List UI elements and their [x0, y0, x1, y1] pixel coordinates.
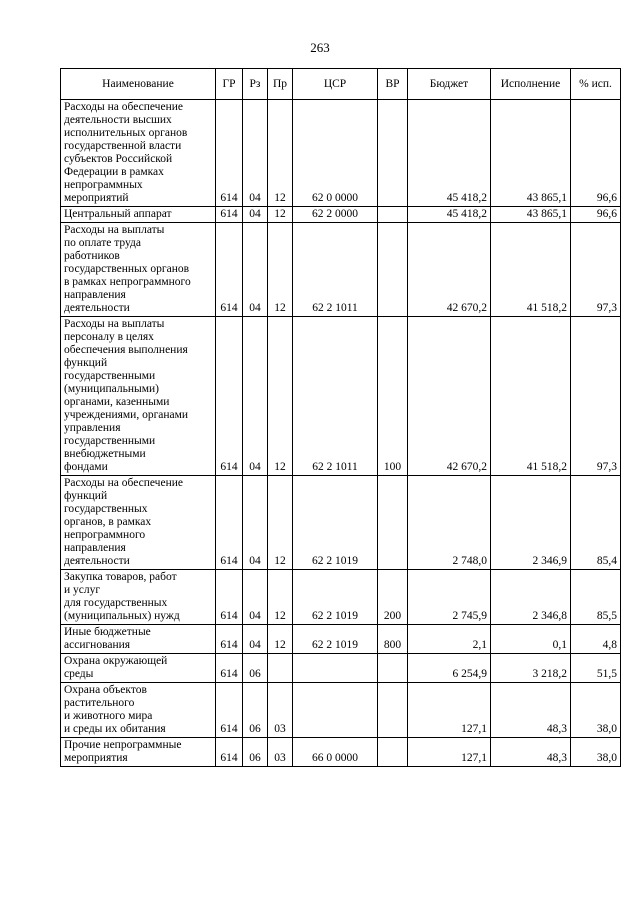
budget-execution-table: [60, 68, 621, 767]
cell-execution: 41 518,2: [491, 223, 571, 317]
cell-rz: 04: [243, 317, 268, 476]
cell-execution: 48,3: [491, 738, 571, 767]
cell-percent: 97,3: [571, 317, 621, 476]
cell-gr: 614: [216, 570, 243, 625]
cell-budget: 6 254,9: [408, 654, 491, 683]
cell-budget: 2 748,0: [408, 476, 491, 570]
cell-csr: 62 2 1019: [293, 570, 378, 625]
row-name-cell: [61, 738, 216, 767]
cell-percent: 97,3: [571, 223, 621, 317]
cell-csr: 62 2 1011: [293, 223, 378, 317]
cell-pr: 12: [268, 100, 293, 207]
cell-rz: 04: [243, 476, 268, 570]
cell-gr: 614: [216, 317, 243, 476]
row-name: Центральный аппарат: [64, 208, 172, 220]
table-body: [61, 100, 621, 767]
row-name: Расходы на выплаты персоналу в целях обеспечения выполнения функций государственными (муниципальными) органами, казенными учреждениями, органами управления государственными внебюджетными фондами: [64, 318, 189, 473]
cell-vr: [378, 100, 408, 207]
table-row: [61, 683, 621, 738]
cell-execution: 41 518,2: [491, 317, 571, 476]
row-name-cell: [61, 223, 216, 317]
table-row: [61, 738, 621, 767]
row-name-cell: [61, 317, 216, 476]
cell-gr: 614: [216, 207, 243, 223]
cell-execution: 2 346,9: [491, 476, 571, 570]
cell-pr: [268, 654, 293, 683]
cell-vr: 800: [378, 625, 408, 654]
row-name-cell: [61, 207, 216, 223]
cell-rz: 04: [243, 207, 268, 223]
cell-execution: 43 865,1: [491, 207, 571, 223]
row-name: Иные бюджетные ассигнования: [64, 626, 151, 651]
cell-vr: [378, 654, 408, 683]
cell-pr: 03: [268, 683, 293, 738]
cell-vr: [378, 683, 408, 738]
row-name-cell: [61, 625, 216, 654]
cell-budget: 42 670,2: [408, 317, 491, 476]
cell-rz: 04: [243, 570, 268, 625]
table-row: [61, 625, 621, 654]
cell-budget: 45 418,2: [408, 100, 491, 207]
row-name-cell: [61, 654, 216, 683]
table-row: [61, 207, 621, 223]
cell-rz: 04: [243, 223, 268, 317]
header-gr: ГР: [216, 69, 243, 100]
cell-vr: 100: [378, 317, 408, 476]
table-row: [61, 317, 621, 476]
cell-percent: 85,5: [571, 570, 621, 625]
header-pr: Пр: [268, 69, 293, 100]
cell-rz: 04: [243, 100, 268, 207]
cell-budget: 2 745,9: [408, 570, 491, 625]
cell-rz: 06: [243, 738, 268, 767]
row-name: Расходы на обеспечение деятельности высших исполнительных органов государственной власти субъектов Российской Федерации в рамках непрограммных мероприятий: [64, 101, 188, 204]
cell-csr: 62 0 0000: [293, 100, 378, 207]
header-vr: ВР: [378, 69, 408, 100]
row-name: Охрана окружающей среды: [64, 655, 168, 680]
cell-csr: [293, 654, 378, 683]
cell-budget: 127,1: [408, 738, 491, 767]
cell-percent: 38,0: [571, 738, 621, 767]
cell-percent: 96,6: [571, 207, 621, 223]
cell-gr: 614: [216, 625, 243, 654]
cell-pr: 12: [268, 317, 293, 476]
header-execution: Исполнение: [491, 69, 571, 100]
cell-budget: 2,1: [408, 625, 491, 654]
cell-vr: [378, 476, 408, 570]
cell-gr: 614: [216, 100, 243, 207]
row-name: Расходы на обеспечение функций государственных органов, в рамках непрограммного направления деятельности: [64, 477, 183, 567]
cell-pr: 12: [268, 207, 293, 223]
cell-percent: 4,8: [571, 625, 621, 654]
cell-percent: 38,0: [571, 683, 621, 738]
cell-vr: [378, 223, 408, 317]
cell-budget: 42 670,2: [408, 223, 491, 317]
cell-gr: 614: [216, 654, 243, 683]
table-row: [61, 570, 621, 625]
cell-pr: 12: [268, 570, 293, 625]
table-row: [61, 476, 621, 570]
row-name-cell: [61, 476, 216, 570]
row-name-cell: [61, 100, 216, 207]
row-name-cell: [61, 570, 216, 625]
cell-gr: 614: [216, 476, 243, 570]
table-header-row: [61, 69, 621, 100]
table-row: [61, 223, 621, 317]
cell-pr: 12: [268, 476, 293, 570]
header-name: Наименование: [61, 69, 216, 100]
cell-execution: 43 865,1: [491, 100, 571, 207]
table-row: [61, 654, 621, 683]
cell-gr: 614: [216, 738, 243, 767]
header-budget: Бюджет: [408, 69, 491, 100]
cell-budget: 45 418,2: [408, 207, 491, 223]
cell-execution: 3 218,2: [491, 654, 571, 683]
cell-percent: 96,6: [571, 100, 621, 207]
cell-rz: 04: [243, 625, 268, 654]
cell-execution: 0,1: [491, 625, 571, 654]
cell-csr: 62 2 1019: [293, 625, 378, 654]
header-csr: ЦСР: [293, 69, 378, 100]
table-row: [61, 100, 621, 207]
cell-pr: 03: [268, 738, 293, 767]
cell-execution: 48,3: [491, 683, 571, 738]
cell-rz: 06: [243, 683, 268, 738]
cell-csr: 62 2 0000: [293, 207, 378, 223]
cell-csr: 62 2 1019: [293, 476, 378, 570]
page-number: 263: [310, 40, 330, 55]
cell-pr: 12: [268, 223, 293, 317]
cell-budget: 127,1: [408, 683, 491, 738]
cell-execution: 2 346,8: [491, 570, 571, 625]
header-rz: Рз: [243, 69, 268, 100]
row-name-cell: [61, 683, 216, 738]
row-name: Закупка товаров, работ и услуг для государственных (муниципальных) нужд: [64, 571, 180, 622]
header-percent: % исп.: [571, 69, 621, 100]
cell-csr: [293, 683, 378, 738]
cell-gr: 614: [216, 223, 243, 317]
cell-gr: 614: [216, 683, 243, 738]
row-name: Охрана объектов растительного и животного мира и среды их обитания: [64, 684, 166, 735]
cell-vr: 200: [378, 570, 408, 625]
cell-vr: [378, 738, 408, 767]
cell-percent: 85,4: [571, 476, 621, 570]
row-name: Расходы на выплаты по оплате труда работников государственных органов в рамках непрограммного направления деятельности: [64, 224, 191, 314]
row-name: Прочие непрограммные мероприятия: [64, 739, 182, 764]
cell-percent: 51,5: [571, 654, 621, 683]
cell-csr: 66 0 0000: [293, 738, 378, 767]
cell-vr: [378, 207, 408, 223]
cell-pr: 12: [268, 625, 293, 654]
cell-csr: 62 2 1011: [293, 317, 378, 476]
cell-rz: 06: [243, 654, 268, 683]
